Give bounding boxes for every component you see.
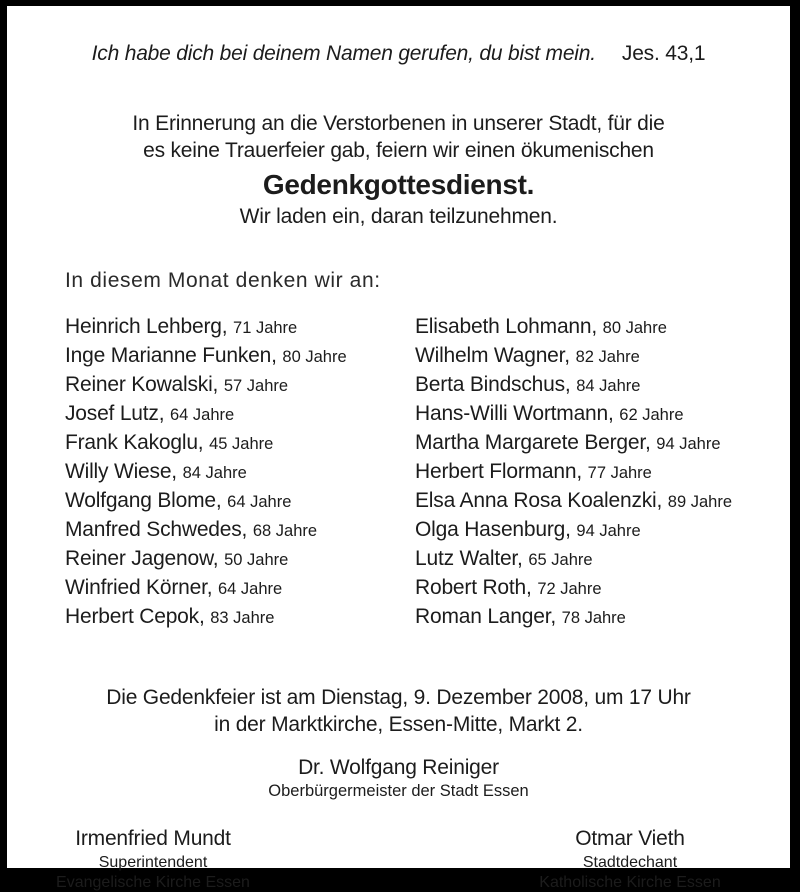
list-item: Josef Lutz, 64 Jahre xyxy=(65,402,235,425)
list-item: Willy Wiese, 84 Jahre xyxy=(65,460,247,483)
quote-text: Ich habe dich bei deinem Namen gerufen, du bist mein. xyxy=(91,42,596,65)
list-heading: In diesem Monat denken wir an: xyxy=(65,269,381,292)
invitation-line: Wir laden ein, daran teilzunehmen. xyxy=(239,205,558,228)
list-item: Herbert Cepok, 83 Jahre xyxy=(65,605,275,628)
list-item: Olga Hasenburg, 94 Jahre xyxy=(415,518,641,541)
scripture-quote xyxy=(17,42,780,66)
list-item: Wolfgang Blome, 64 Jahre xyxy=(65,489,292,512)
list-item: Manfred Schwedes, 68 Jahre xyxy=(65,518,318,541)
names-list-left xyxy=(65,313,415,632)
list-item: Herbert Flormann, 77 Jahre xyxy=(415,460,652,483)
list-item: Wilhelm Wagner, 82 Jahre xyxy=(415,344,640,367)
signatory-name: Irmenfried Mundt xyxy=(75,827,231,850)
list-item: Robert Roth, 72 Jahre xyxy=(415,576,602,599)
list-item: Lutz Walter, 65 Jahre xyxy=(415,547,593,570)
signatory-organization: Evangelische Kirche Essen xyxy=(56,874,250,891)
signatures-row xyxy=(7,827,790,892)
memorial-notice-page xyxy=(7,6,790,891)
event-details xyxy=(17,684,780,738)
signatory-evangelical xyxy=(33,827,273,892)
list-item: Martha Margarete Berger, 94 Jahre xyxy=(415,431,721,454)
list-item: Berta Bindschus, 84 Jahre xyxy=(415,373,641,396)
list-item: Elisabeth Lohmann, 80 Jahre xyxy=(415,315,667,338)
signatory-role: Superintendent xyxy=(98,854,208,871)
intro-line-1: In Erinnerung an die Verstorbenen in unserer Stadt, für die xyxy=(132,112,665,135)
list-item: Reiner Kowalski, 57 Jahre xyxy=(65,373,289,396)
list-item: Reiner Jagenow, 50 Jahre xyxy=(65,547,289,570)
signatory-name: Otmar Vieth xyxy=(575,827,685,850)
mayor-block xyxy=(17,756,780,801)
list-item: Elsa Anna Rosa Koalenzki, 89 Jahre xyxy=(415,489,733,512)
signatory-catholic xyxy=(505,827,755,892)
list-item: Roman Langer, 78 Jahre xyxy=(415,605,626,628)
list-item: Frank Kakoglu, 45 Jahre xyxy=(65,431,274,454)
intro-line-2: es keine Trauerfeier gab, feiern wir einen ökumenischen xyxy=(143,139,654,162)
signatory-role: Stadtdechant xyxy=(582,854,678,871)
names-columns xyxy=(7,313,790,632)
list-item: Heinrich Lehberg, 71 Jahre xyxy=(65,315,298,338)
event-line-2: in der Marktkirche, Essen-Mitte, Markt 2. xyxy=(214,713,583,736)
intro-paragraph xyxy=(17,110,780,164)
list-item: Hans-Willi Wortmann, 62 Jahre xyxy=(415,402,684,425)
mayor-name: Dr. Wolfgang Reiniger xyxy=(298,756,499,779)
page-title: Gedenkgottesdienst. xyxy=(262,169,535,200)
list-item: Winfried Körner, 64 Jahre xyxy=(65,576,283,599)
quote-reference: Jes. 43,1 xyxy=(621,42,706,65)
signatory-organization: Katholische Kirche Essen xyxy=(539,874,721,891)
names-list-right xyxy=(415,313,732,632)
mayor-title: Oberbürgermeister der Stadt Essen xyxy=(268,782,529,800)
list-item: Inge Marianne Funken, 80 Jahre xyxy=(65,344,347,367)
event-line-1: Die Gedenkfeier ist am Dienstag, 9. Dezember 2008, um 17 Uhr xyxy=(106,686,691,709)
